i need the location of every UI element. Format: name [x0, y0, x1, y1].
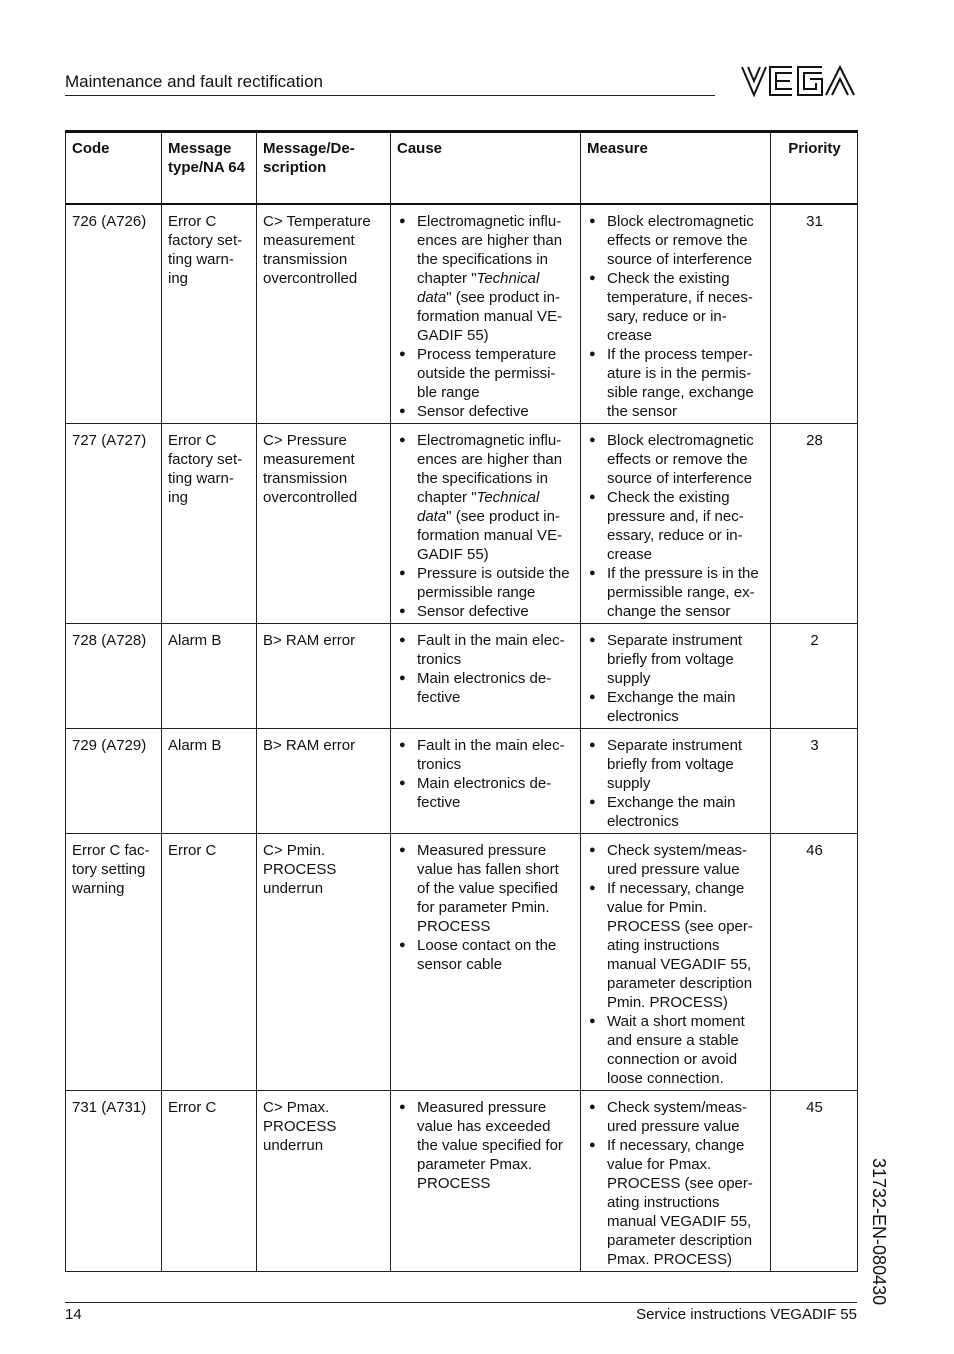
cause-cell: [391, 834, 581, 1091]
measure-item: ● If the process temper-ature is in the permis-sible range, exchange the sensor: [587, 345, 765, 421]
measure-item: ● Wait a short moment and ensure a stable connection or avoid loose connection.: [587, 1012, 765, 1088]
description-cell: B> RAM error: [257, 729, 391, 834]
measure-item: ● Block electromagnetic effects or remove the source of interference: [587, 431, 765, 488]
table-header-row: [66, 132, 858, 205]
message-type-cell: Error C factory set-ting warn-ing: [162, 424, 257, 624]
italic-reference: Technical data: [417, 270, 540, 306]
message-type-cell: Alarm B: [162, 624, 257, 729]
italic-reference: Technical data: [417, 489, 540, 525]
vega-logo: [740, 64, 858, 98]
priority-cell: 31: [771, 204, 858, 424]
col-header-description: Message/De-scription: [257, 132, 391, 205]
measure-cell: [581, 424, 771, 624]
measure-item: ● Block electromagnetic effects or remove the source of interference: [587, 212, 765, 269]
measure-item: ● Check the existing temperature, if neces-sary, reduce or in-crease: [587, 269, 765, 345]
measure-item: ● Check system/meas-ured pressure value: [587, 841, 765, 879]
col-header-cause: Cause: [391, 132, 581, 205]
priority-cell: 45: [771, 1091, 858, 1272]
col-header-message-type: Message type/NA 64: [162, 132, 257, 205]
priority-cell: 3: [771, 729, 858, 834]
priority-cell: 46: [771, 834, 858, 1091]
header-divider: [65, 95, 715, 96]
message-type-cell: Error C factory set-ting warn-ing: [162, 204, 257, 424]
cause-item: ● Electromagnetic influ-ences are higher than the specifications in chapter "Technical data" (see product in-formation manual VE-GADIF 55): [397, 431, 575, 564]
cause-cell: [391, 624, 581, 729]
col-header-measure: Measure: [581, 132, 771, 205]
code-cell: 727 (A727): [66, 424, 162, 624]
measure-cell: [581, 729, 771, 834]
measure-list: [587, 212, 765, 421]
col-header-priority: Priority: [771, 132, 858, 205]
code-cell: 728 (A728): [66, 624, 162, 729]
section-title: Maintenance and fault rectification: [65, 72, 323, 91]
cause-list: [397, 1098, 575, 1193]
description-cell: C> Pressure measurement transmission overcontrolled: [257, 424, 391, 624]
measure-item: ● Exchange the main electronics: [587, 688, 765, 726]
code-cell: Error C fac-tory setting warning: [66, 834, 162, 1091]
cause-list: [397, 631, 575, 707]
measure-item: ● Exchange the main electronics: [587, 793, 765, 831]
cause-list: [397, 841, 575, 974]
cause-list: [397, 212, 575, 421]
cause-item: ● Measured pressure value has fallen short of the value specified for parameter Pmin. PROCESS: [397, 841, 575, 936]
measure-item: ● If the pressure is in the permissible range, ex-change the sensor: [587, 564, 765, 621]
cause-item: ● Main electronics de-fective: [397, 669, 575, 707]
cause-cell: [391, 424, 581, 624]
measure-item: ● Check the existing pressure and, if nec-essary, reduce or in-crease: [587, 488, 765, 564]
code-cell: 731 (A731): [66, 1091, 162, 1272]
cause-item: ● Electromagnetic influ-ences are higher than the specifications in chapter "Technical data" (see product in-formation manual VE-GADIF 55): [397, 212, 575, 345]
measure-item: ● Separate instrument briefly from voltage supply: [587, 631, 765, 688]
table-row: [66, 834, 858, 1091]
table-row: [66, 1091, 858, 1272]
measure-item: ● Check system/meas-ured pressure value: [587, 1098, 765, 1136]
measure-list: [587, 431, 765, 621]
message-type-cell: Error C: [162, 834, 257, 1091]
cause-item: ● Fault in the main elec-tronics: [397, 631, 575, 669]
code-cell: 729 (A729): [66, 729, 162, 834]
fault-table: [65, 130, 858, 1272]
cause-cell: [391, 1091, 581, 1272]
table-row: [66, 204, 858, 424]
measure-item: ● If necessary, change value for Pmin. PROCESS (see oper-ating instructions manual VEGADIF 55, parameter description Pmin. PROCESS): [587, 879, 765, 1012]
cause-list: [397, 431, 575, 621]
cause-item: ● Measured pressure value has exceeded the value specified for parameter Pmax. PROCESS: [397, 1098, 575, 1193]
cause-list: [397, 736, 575, 812]
code-cell: 726 (A726): [66, 204, 162, 424]
table-row: [66, 729, 858, 834]
document-title: Service instructions VEGADIF 55: [636, 1306, 857, 1323]
priority-cell: 28: [771, 424, 858, 624]
measure-cell: [581, 624, 771, 729]
cause-item: ● Pressure is outside the permissible range: [397, 564, 575, 602]
priority-cell: 2: [771, 624, 858, 729]
cause-item: ● Main electronics de-fective: [397, 774, 575, 812]
cause-item: ● Fault in the main elec-tronics: [397, 736, 575, 774]
measure-cell: [581, 834, 771, 1091]
measure-cell: [581, 204, 771, 424]
measure-list: [587, 1098, 765, 1269]
cause-cell: [391, 204, 581, 424]
message-type-cell: Alarm B: [162, 729, 257, 834]
description-cell: C> Temperature measurement transmission overcontrolled: [257, 204, 391, 424]
cause-item: ● Process temperature outside the permissi-ble range: [397, 345, 575, 402]
cause-cell: [391, 729, 581, 834]
description-cell: B> RAM error: [257, 624, 391, 729]
document-code: 31732-EN-080430: [869, 1158, 889, 1306]
col-header-code: Code: [66, 132, 162, 205]
measure-list: [587, 841, 765, 1088]
page-number: 14: [65, 1306, 82, 1323]
measure-cell: [581, 1091, 771, 1272]
table-row: [66, 624, 858, 729]
cause-item: ● Sensor defective: [397, 602, 575, 621]
description-cell: C> Pmin. PROCESS underrun: [257, 834, 391, 1091]
measure-list: [587, 631, 765, 726]
description-cell: C> Pmax. PROCESS underrun: [257, 1091, 391, 1272]
measure-item: ● If necessary, change value for Pmax. PROCESS (see oper-ating instructions manual VEGADIF 55, parameter description Pmax. PROCESS): [587, 1136, 765, 1269]
message-type-cell: Error C: [162, 1091, 257, 1272]
measure-item: ● Separate instrument briefly from voltage supply: [587, 736, 765, 793]
footer-divider: [65, 1302, 857, 1303]
measure-list: [587, 736, 765, 831]
cause-item: ● Sensor defective: [397, 402, 575, 421]
cause-item: ● Loose contact on the sensor cable: [397, 936, 575, 974]
table-row: [66, 424, 858, 624]
